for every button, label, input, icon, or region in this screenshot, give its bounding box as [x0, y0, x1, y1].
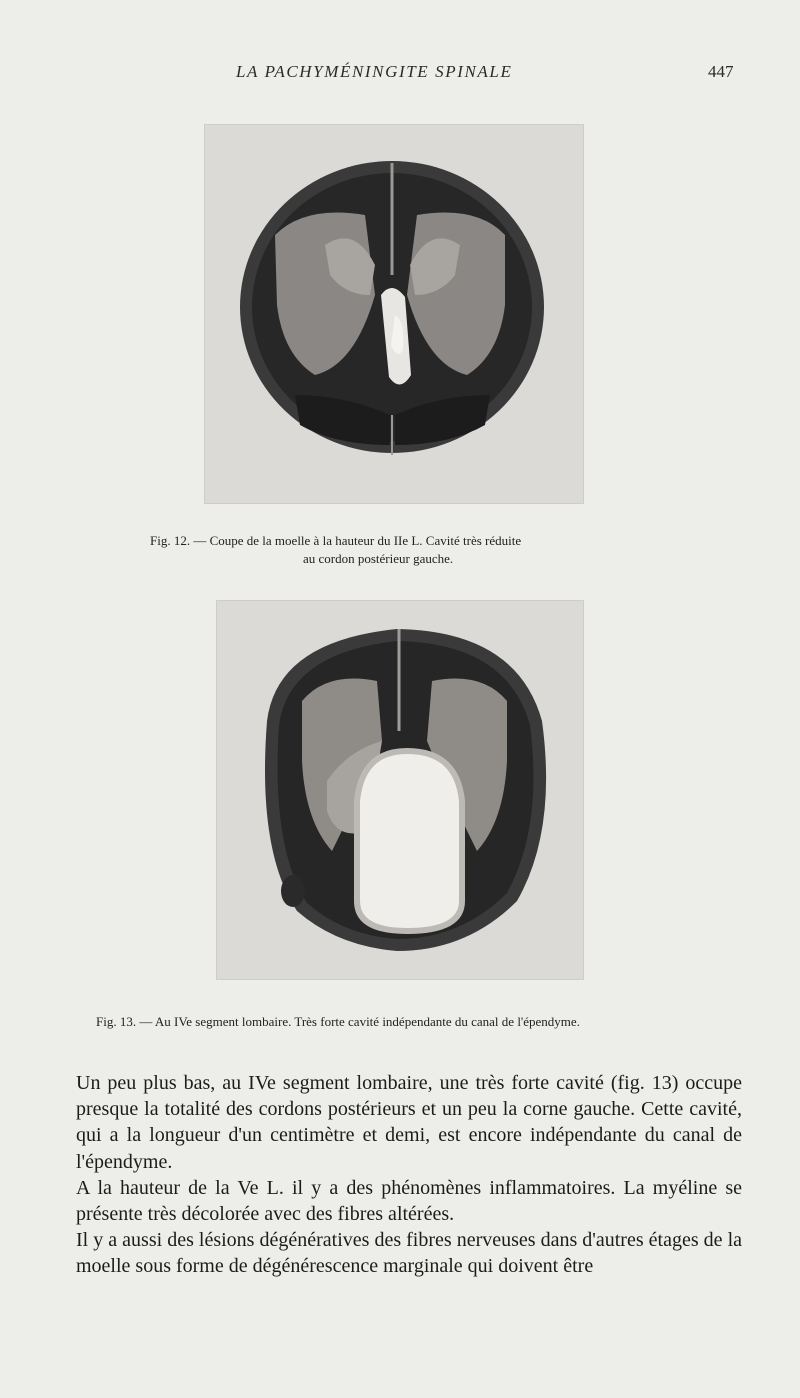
- figure-12-caption: [150, 532, 670, 568]
- page-number: 447: [708, 62, 734, 81]
- running-title: LA PACHYMÉNINGITE SPINALE: [236, 62, 513, 81]
- large-cavity: [357, 751, 462, 931]
- figure-12-image: [204, 124, 584, 504]
- figure-12-caption-line2: au cordon postérieur gauche.: [303, 551, 454, 566]
- nerve-root: [281, 875, 305, 907]
- figure-13-image: [216, 600, 584, 980]
- figure-12-caption-line1: Fig. 12. — Coupe de la moelle à la hauteur du IIe L. Cavité très réduite: [150, 533, 522, 548]
- body-text: [76, 1070, 742, 1280]
- paragraph-2: A la hauteur de la Ve L. il y a des phénomènes inflammatoires. La myéline se présente très décolorée avec des fibres altérées.: [76, 1176, 742, 1226]
- paragraph-1: Un peu plus bas, au IVe segment lombaire, une très forte cavité (fig. 13) occupe presque la totalité des cordons postérieurs et un peu la corne gauche. Cette cavité, qui a la longueur d'un centimètre et demi, est encore indépendante du canal de l'épendyme.: [76, 1072, 742, 1173]
- figure-13-caption: Fig. 13. — Au IVe segment lombaire. Très forte cavité indépendante du canal de l'épendyme.: [96, 1014, 580, 1029]
- paragraph-3: Il y a aussi des lésions dégénératives des fibres nerveuses dans d'autres étages de la moelle sous forme de dégénérescence marginale qui doivent être: [76, 1229, 742, 1278]
- page-header: [0, 62, 800, 86]
